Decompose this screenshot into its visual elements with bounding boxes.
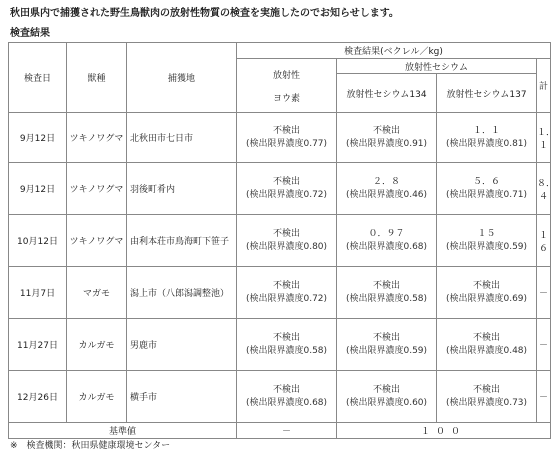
section-title: 検査結果 <box>10 28 50 39</box>
iodine-value: 不検出 <box>272 332 300 343</box>
cell-cs134 <box>337 163 437 215</box>
cs134-limit: (検出限界濃度0.60) <box>345 397 428 408</box>
cs134-value: 不検出 <box>372 384 400 395</box>
cs137-value: 不検出 <box>472 384 500 395</box>
header-cesium: 放射性セシウム <box>337 59 537 74</box>
cell-date: 9月12日 <box>9 113 67 163</box>
cell-cs134 <box>337 215 437 267</box>
cs134-value: 不検出 <box>372 125 400 136</box>
iodine-value: 不検出 <box>272 228 300 239</box>
standard-label: 基準値 <box>9 423 237 439</box>
cell-total: － <box>537 371 551 423</box>
cell-cs134 <box>337 319 437 371</box>
table-row <box>9 215 551 267</box>
cs137-limit: (検出限界濃度0.48) <box>445 345 528 356</box>
cell-date: 9月12日 <box>9 163 67 215</box>
cell-date: 12月26日 <box>9 371 67 423</box>
cs134-limit: (検出限界濃度0.46) <box>345 189 428 200</box>
iodine-limit: (検出限界濃度0.58) <box>245 345 328 356</box>
cell-cs137 <box>437 267 537 319</box>
results-table <box>8 42 556 439</box>
header-cs134: 放射性セシウム134 <box>337 74 437 113</box>
header-location: 捕獲地 <box>127 43 237 113</box>
cs137-limit: (検出限界濃度0.73) <box>445 397 528 408</box>
footnote: ※ 検査機関：秋田県健康環境センター <box>10 441 171 451</box>
cell-total: － <box>537 267 551 319</box>
cs134-value: ２．８ <box>372 176 400 187</box>
cell-species: ツキノワグマ <box>67 163 127 215</box>
iodine-limit: (検出限界濃度0.72) <box>245 189 328 200</box>
cell-iodine <box>237 267 337 319</box>
cell-iodine <box>237 215 337 267</box>
cell-cs134 <box>337 371 437 423</box>
cell-species: ツキノワグマ <box>67 113 127 163</box>
header-iodine-line2: ヨウ素 <box>272 93 300 104</box>
cell-date: 11月27日 <box>9 319 67 371</box>
cell-total: １．１ <box>537 113 551 163</box>
cs134-value: 不検出 <box>372 332 400 343</box>
cs134-limit: (検出限界濃度0.91) <box>345 138 428 149</box>
header-date: 検査日 <box>9 43 67 113</box>
cell-location: 男鹿市 <box>127 319 237 371</box>
cell-species: ツキノワグマ <box>67 215 127 267</box>
cs137-value: 不検出 <box>472 280 500 291</box>
cell-iodine <box>237 319 337 371</box>
cell-cs137 <box>437 371 537 423</box>
header-total: 計 <box>537 59 551 113</box>
cell-location: 潟上市（八郎潟調整池） <box>127 267 237 319</box>
cs137-limit: (検出限界濃度0.59) <box>445 241 528 252</box>
header-iodine <box>237 59 337 113</box>
header-species: 獣種 <box>67 43 127 113</box>
cell-location: 由利本荘市鳥海町下笹子 <box>127 215 237 267</box>
cell-species: カルガモ <box>67 371 127 423</box>
cell-total: ８．４ <box>537 163 551 215</box>
cs137-value: １．１ <box>472 125 500 136</box>
standard-iodine: － <box>237 423 337 439</box>
cell-date: 10月12日 <box>9 215 67 267</box>
cell-location: 横手市 <box>127 371 237 423</box>
cell-location: 羽後町肴内 <box>127 163 237 215</box>
iodine-limit: (検出限界濃度0.72) <box>245 293 328 304</box>
cs137-value: 不検出 <box>472 332 500 343</box>
table-row <box>9 319 551 371</box>
cs137-value: ５．６ <box>472 176 500 187</box>
table-row <box>9 267 551 319</box>
cell-species: カルガモ <box>67 319 127 371</box>
iodine-limit: (検出限界濃度0.77) <box>245 138 328 149</box>
cs137-limit: (検出限界濃度0.69) <box>445 293 528 304</box>
cs137-limit: (検出限界濃度0.71) <box>445 189 528 200</box>
table-row <box>9 371 551 423</box>
cell-total: １６ <box>537 215 551 267</box>
table-row <box>9 113 551 163</box>
intro-text: 秋田県内で捕獲された野生鳥獣肉の放射性物質の検査を実施したのでお知らせします。 <box>10 8 399 19</box>
header-cs137: 放射性セシウム137 <box>437 74 537 113</box>
iodine-limit: (検出限界濃度0.68) <box>245 397 328 408</box>
cell-iodine <box>237 371 337 423</box>
iodine-limit: (検出限界濃度0.80) <box>245 241 328 252</box>
cell-iodine <box>237 113 337 163</box>
cell-cs137 <box>437 319 537 371</box>
cell-cs134 <box>337 267 437 319</box>
cs134-value: ０．９７ <box>368 228 405 239</box>
cs137-value: １５ <box>477 228 496 239</box>
cell-species: マガモ <box>67 267 127 319</box>
cs137-limit: (検出限界濃度0.81) <box>445 138 528 149</box>
cs134-limit: (検出限界濃度0.58) <box>345 293 428 304</box>
cs134-value: 不検出 <box>372 280 400 291</box>
standard-row <box>9 423 551 439</box>
header-iodine-line1: 放射性 <box>272 70 300 81</box>
cell-cs137 <box>437 215 537 267</box>
standard-cesium: １００ <box>337 423 551 439</box>
iodine-value: 不検出 <box>272 384 300 395</box>
iodine-value: 不検出 <box>272 280 300 291</box>
table-row <box>9 163 551 215</box>
header-results-title: 検査結果(ベクレル／kg) <box>237 43 551 59</box>
cell-date: 11月7日 <box>9 267 67 319</box>
iodine-value: 不検出 <box>272 125 300 136</box>
cs134-limit: (検出限界濃度0.68) <box>345 241 428 252</box>
cell-cs137 <box>437 113 537 163</box>
cell-location: 北秋田市七日市 <box>127 113 237 163</box>
iodine-value: 不検出 <box>272 176 300 187</box>
cell-cs137 <box>437 163 537 215</box>
cell-cs134 <box>337 113 437 163</box>
cell-total: － <box>537 319 551 371</box>
cell-iodine <box>237 163 337 215</box>
cs134-limit: (検出限界濃度0.59) <box>345 345 428 356</box>
